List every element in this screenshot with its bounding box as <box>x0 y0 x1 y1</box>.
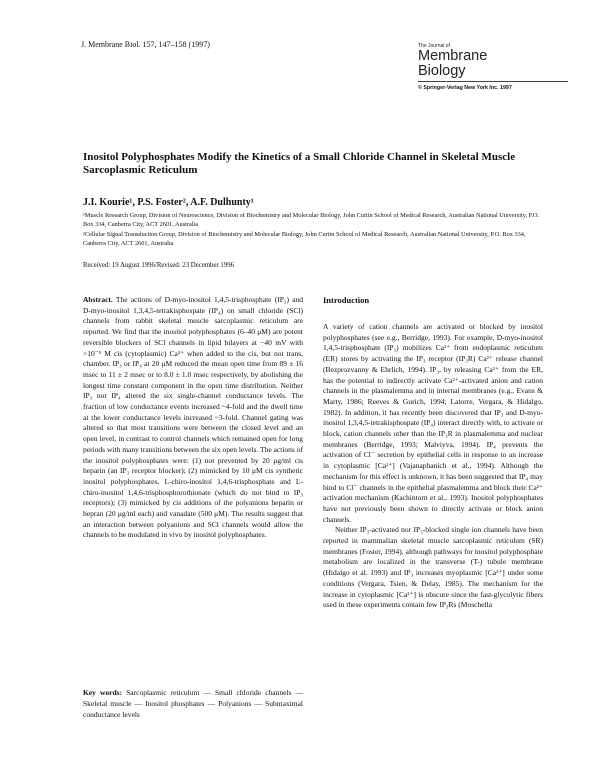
affiliation-2: ²Cellular Signal Transduction Group, Division of Biochemistry and Molecular Biology, John Curtin School of Medical Research, Australian National University, P.O. Box 334, Canberra City, ACT 2601, Australia <box>83 231 526 247</box>
received-date: Received: 19 August 1996/Revised: 23 December 1996 <box>83 262 235 269</box>
introduction-paragraph-1: A variety of cation channels are activated or blocked by inositol polyphosphates (see e.g., Berridge, 1993). For example, D-myo-inositol 1,4,5-trisphosphate (IP₃) mobilizes Ca²⁺ from endoplasmic reticulum (ER) stores by activating the IP₃ receptor (IP₃R) Ca²⁺ release channel (Bezprozvanny & Ehrlich, 1994). IP₃, by releasing Ca²⁺ from the ER, has the potential to indirectly activate Ca²⁺-activated anion and cation channels in the plasmalemma and in internal membranes (e.g., Evans & Marty, 1986; Reeves & Gurich, 1994; Latorre, Vergara, & Hidalgo, 1982). In addition, it has recently been discovered that IP₃ and D-myo-inositol 1,3,4,5-tetrakisphospate (IP₄) interact directly with, to activate or block, cation channels other than the IP₃R in plasmalemma and nuclear membranes (Berridge, 1993; Malviyva, 1994). IP₄ prevents the activation of Cl⁻ secretion by epithelial cells in response to an increase in cytoplasmic [Ca²⁺] (Vajanaphanich et al., 1994). Although the mechanism for this effect is unknown, it has been suggested that IP₄ may bind to Cl⁻ channels in the epithelial plasmalemma and block their Ca²⁺ activation mechanism (Kachintorn et al., 1993). Inositol polyphosphates have not previously been shown to directly activate or block anion channels. <box>323 322 543 524</box>
journal-logo <box>418 43 568 91</box>
journal-logo-rule <box>418 81 568 82</box>
affiliation-1: ¹Muscle Research Group, Division of Neuroscience, Division of Biochemistry and Molecular Biology, John Curtin School of Medical Research, Australian National University, P.O. Box 334, Canberra City, ACT 2601, Australia <box>83 212 540 228</box>
abstract-label: Abstract. <box>83 295 113 304</box>
keywords-label: Key words: <box>83 688 123 697</box>
introduction-paragraph-2: Neither IP₃-activated nor IP₃-blocked single ion channels have been reported in mammalian skeletal muscle sarcoplasmic reticulum (SR) membranes (Foster, 1994), although pathways for inositol polyphosphate metabolism are localized in the transverse (T-) tubule membrane (Hidalgo et al. 1993) and IP₃ increases myoplasmic [Ca²⁺] under some conditions (Vergara, Tsien, & Delay, 1985). The mechanism for the increase in cytoplasmic [Ca²⁺] is obscure since the fast-glycolytic fibers used in these experiments contain few IP₃Rs (Moschella <box>323 525 543 610</box>
introduction-body <box>323 322 543 611</box>
journal-logo-prefix: The Journal of <box>418 43 450 49</box>
keywords <box>83 687 303 720</box>
abstract <box>83 295 303 541</box>
introduction-heading: Introduction <box>323 295 370 305</box>
journal-citation: J. Membrane Biol. 157, 147–158 (1997) <box>81 40 210 49</box>
article-title: Inositol Polyphosphates Modify the Kinetics of a Small Chloride Channel in Skeletal Muscle Sarcoplasmic Reticulum <box>83 151 516 176</box>
keywords-text: Sarcoplasmic reticulum — Small chloride channels — Skeletal muscle — Inositol phosphates — Polyanions — Submaximal conductance levels <box>83 688 303 719</box>
journal-logo-line1: Membrane <box>418 48 488 64</box>
journal-logo-line2: Biology <box>418 63 466 79</box>
author-list: J.I. Kourie¹, P.S. Foster², A.F. Dulhunty¹ <box>83 197 254 208</box>
abstract-text: The actions of D-myo-inositol 1,4,5-trisphosphate (IP₃) and D-myo-inositol 1,3,4,5-tetrakisphospate (IP₄) on small chloride (SCl) channels from rabbit skeletal muscle sarcoplasmic reticulum are reported. We find that the inositol polyphosphates (6–40 μM) are potent reversible blockers of SCl channels in lipid bilayers at −40 mV with >10⁻⁵ M cis (cytoplasmic) Ca²⁺ when added to the cis, but not trans, chamber. IP₃ or IP₄ at 20 μM reduced the mean open time from 89 ± 16 msec to 11 ± 2 msec or to 8.0 ± 1.0 msec respectively, by abolishing the longest time constant component in the open time distribution. Neither IP₃ nor IP₄ altered the six single-channel conductance levels. The fraction of low conductance events increased ~4-fold and the dwell time at the lower conductance levels increased ~3-fold. Channel gating was altered so that most transitions were between the closed level and an open level, in contrast to control channels which remained open for long periods with many transitions between the six open levels. The actions of the inositol polyphosphates were: (1) not prevented by 20 μg/ml cis heparin (an IP₃ receptor blocker); (2) mimicked by 10 μM cis synthetic inositol polyphosphates, L-chiro-inositol 1,4,6-trisphosphate and L-chiro-inositol 1,4,6-trisphosphorothionate (which do not bind to IP₃ receptors); (3) mimicked by cis additions of the polyanions heparin or hepran (20 μg/ml each) and vanadate (500 μM). The results suggest that an interaction between polyanions and SCl channels would allow the channels to be modulated in vivo by inositol polyphosphates. <box>83 295 303 540</box>
copyright-notice: © Springer-Verlag New York Inc. 1997 <box>418 85 512 91</box>
